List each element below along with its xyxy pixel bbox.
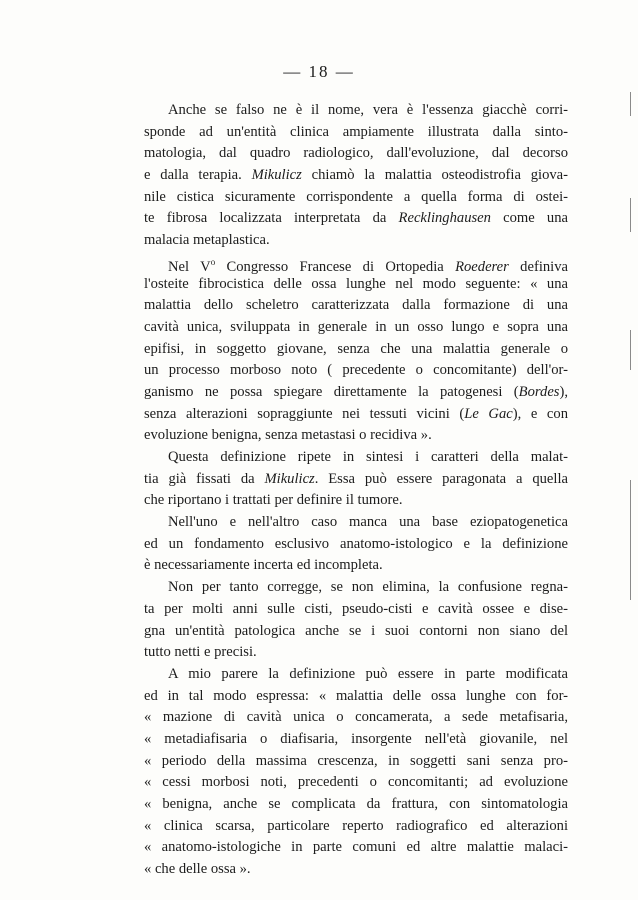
text-run: evoluzione benigna, senza metastasi o recidiva ». — [144, 427, 432, 444]
text-run: che riportano i trattati per definire il tumore. — [144, 492, 403, 509]
text-line — [144, 208, 568, 230]
italic-name: Le Gac — [464, 405, 513, 422]
text-run: come una — [490, 210, 568, 227]
italic-name: Mikulicz — [264, 470, 315, 487]
text-line — [144, 707, 568, 729]
text-run: nile cistica sicuramente corrispondente a quella forma di ostei- — [144, 188, 568, 205]
text-line — [144, 837, 568, 859]
text-line — [144, 143, 568, 165]
text-line — [144, 425, 568, 447]
text-run: matologia, dal quadro radiologico, dall'evoluzione, dal decorso — [144, 145, 568, 162]
text-run: malattia dello scheletro caratterizzata dalla formazione di una — [144, 297, 568, 314]
text-run: « benigna, anche se complicata da frattura, con sintomatologia — [144, 796, 568, 812]
italic-name: Bordes — [518, 383, 560, 400]
text-line — [144, 751, 568, 773]
text-run: ta per molti anni sulle cisti, pseudo-cisti e cavità ossee e dise- — [144, 600, 568, 617]
text-line — [144, 534, 568, 556]
text-line — [144, 165, 568, 187]
text-run: gna un'entità patologica anche se i suoi contorni non siano del — [144, 622, 568, 639]
text-line — [144, 122, 568, 144]
text-run: tia già fissati da — [144, 470, 265, 487]
text-line — [144, 230, 568, 252]
text-run: tutto netti e precisi. — [144, 644, 257, 661]
text-line — [144, 100, 568, 122]
text-run: definiva — [508, 258, 568, 275]
text-line — [144, 447, 568, 469]
text-line — [144, 382, 568, 404]
text-run: « clinica scarsa, particolare reperto radiografico ed alterazioni — [144, 817, 568, 834]
text-line — [144, 339, 568, 361]
text-run: A mio parere la definizione può essere in parte modificata — [168, 665, 568, 682]
text-line — [144, 729, 568, 751]
text-run: è necessariamente incerta ed incompleta. — [144, 557, 383, 574]
text-run: cavità unica, sviluppata in generale in un osso lungo e sopra una — [144, 318, 568, 335]
italic-name: Mikulicz — [251, 167, 302, 184]
text-run: Non per tanto corregge, se non elimina, la confusione regna- — [168, 579, 568, 596]
text-line — [144, 621, 568, 643]
text-line — [144, 772, 568, 794]
text-run: « metadiafisaria o diafisaria, insorgente nell'età giovanile, nel — [144, 730, 568, 747]
text-line — [144, 664, 568, 686]
text-run: Nell'uno e nell'altro caso manca una base eziopatogenetica — [168, 514, 568, 531]
text-run: malacia metaplastica. — [144, 232, 270, 249]
text-line — [144, 512, 568, 534]
text-run: ed in tal modo espressa: « malattia delle ossa lunghe con for- — [144, 687, 568, 704]
text-line — [144, 274, 568, 296]
text-run: Nel V — [168, 258, 211, 275]
body-text — [144, 100, 568, 881]
text-line — [144, 187, 568, 209]
text-run: Anche se falso ne è il nome, vera è l'essenza giacchè corri- — [168, 102, 568, 118]
italic-name: Recklinghausen — [398, 210, 491, 227]
text-line — [144, 642, 568, 664]
text-line — [144, 317, 568, 339]
text-line — [144, 577, 568, 599]
text-run: « cessi morbosi noti, precedenti o concomitanti; ad evoluzione — [144, 774, 568, 791]
text-line — [144, 859, 568, 881]
text-run: sponde ad un'entità clinica ampiamente illustrata dalla sinto- — [144, 123, 568, 140]
text-run: . Essa può essere paragonata a quella — [314, 470, 568, 487]
text-run: ed un fondamento esclusivo anatomo-istologico e la definizione — [144, 535, 568, 552]
text-run: te fibrosa localizzata interpretata da — [144, 210, 399, 227]
text-line — [144, 794, 568, 816]
text-line — [144, 469, 568, 491]
page-number: — 18 — — [283, 62, 355, 81]
text-run: Congresso Francese di Ortopedia — [215, 258, 456, 275]
text-run: e dalla terapia. — [144, 167, 252, 184]
text-run: « anatomo-istologiche in parte comuni ed altre malattie malaci- — [144, 839, 568, 856]
text-line — [144, 360, 568, 382]
text-run: « mazione di cavità unica o concamerata, a sede metafisaria, — [144, 709, 568, 726]
text-run: chiamò la malattia osteodistrofia giova- — [301, 167, 568, 184]
text-line — [144, 252, 568, 274]
text-line — [144, 490, 568, 512]
superscript: o — [210, 256, 216, 267]
text-line — [144, 599, 568, 621]
text-run: « periodo della massima crescenza, in soggetti sani senza pro- — [144, 752, 568, 769]
text-run: Questa definizione ripete in sintesi i caratteri della malat- — [168, 449, 568, 465]
text-run: « che delle ossa ». — [144, 861, 251, 878]
text-run: ), — [559, 383, 568, 400]
text-line — [144, 555, 568, 577]
text-run: ganismo ne possa spiegare direttamente la patogenesi ( — [144, 383, 519, 400]
italic-name: Roederer — [455, 258, 509, 275]
text-line — [144, 686, 568, 708]
margin-mark — [630, 92, 631, 116]
margin-mark — [630, 330, 631, 370]
text-line — [144, 295, 568, 317]
text-line — [144, 404, 568, 426]
text-run: senza alterazioni sopraggiunte nei tessuti vicini ( — [144, 405, 465, 422]
margin-mark — [630, 198, 631, 232]
text-run: un processo morboso noto ( precedente o concomitante) dell'or- — [144, 362, 568, 379]
text-run: epifisi, in soggetto giovane, senza che una malattia generale o — [144, 340, 568, 357]
text-line — [144, 816, 568, 838]
text-run: l'osteite fibrocistica delle ossa lunghe nel modo seguente: « una — [144, 275, 568, 292]
margin-mark — [630, 480, 631, 600]
text-run: ), e con — [512, 405, 568, 422]
